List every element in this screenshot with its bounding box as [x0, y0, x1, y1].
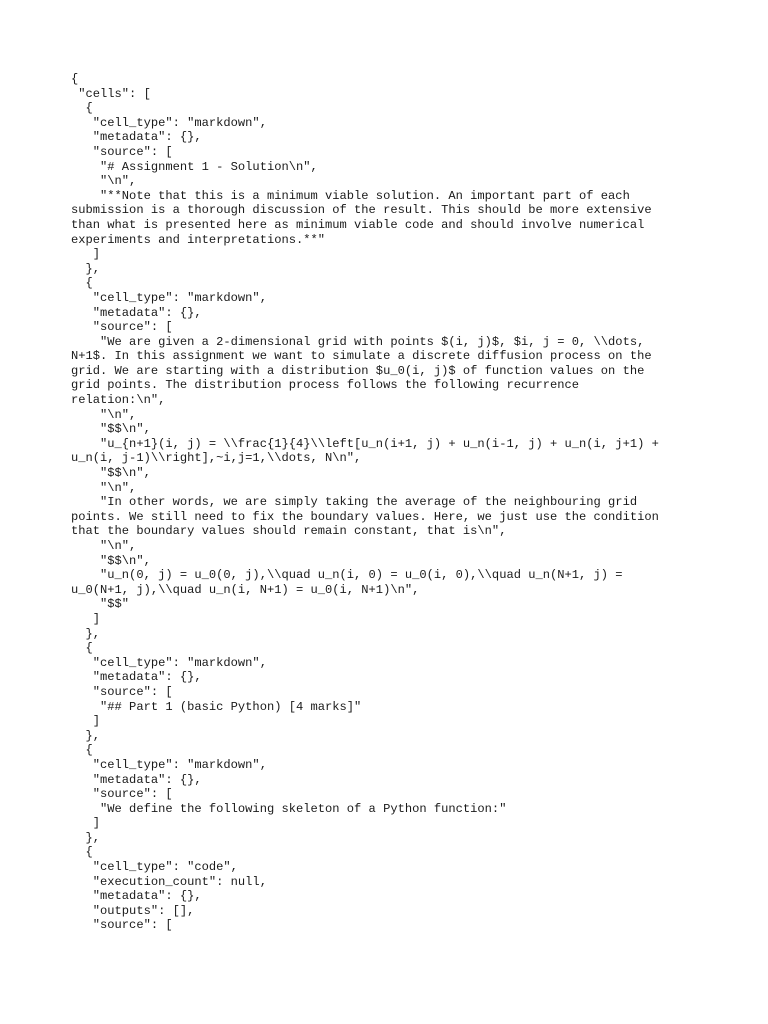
text-line: "\n", [71, 174, 137, 189]
text-line: "execution_count": null, [71, 874, 267, 889]
text-line: }, [71, 830, 101, 845]
text-line: points. We still need to fix the boundary values. Here, we just use the condition [71, 509, 659, 524]
text-line: submission is a thorough discussion of the result. This should be more extensive [71, 203, 652, 218]
text-line: than what is presented here as minimum viable code and should involve numerical [71, 217, 645, 232]
text-line: "source": [ [71, 918, 173, 933]
text-line: ] [71, 714, 101, 729]
text-line: "\n", [71, 407, 137, 422]
text-line: relation:\n", [71, 393, 166, 408]
text-line: { [71, 101, 93, 116]
text-line: "metadata": {}, [71, 670, 202, 685]
text-line: "source": [ [71, 684, 173, 699]
text-line: { [71, 743, 93, 758]
text-line: "source": [ [71, 144, 173, 159]
text-line: { [71, 276, 93, 291]
text-line: experiments and interpretations.**" [71, 232, 326, 247]
text-line: "$$\n", [71, 466, 151, 481]
text-line: N+1$. In this assignment we want to simulate a discrete diffusion process on the [71, 349, 652, 364]
text-line: "metadata": {}, [71, 305, 202, 320]
text-line: "## Part 1 (basic Python) [4 marks]" [71, 699, 362, 714]
text-line: that the boundary values should remain constant, that is\n", [71, 524, 507, 539]
text-line: "# Assignment 1 - Solution\n", [71, 159, 318, 174]
text-line: "$$\n", [71, 422, 151, 437]
text-line: "In other words, we are simply taking the average of the neighbouring grid [71, 495, 638, 510]
text-line: u_n(i, j-1)\\right],~i,j=1,\\dots, N\n", [71, 451, 362, 466]
text-line: "metadata": {}, [71, 889, 202, 904]
text-line: ] [71, 816, 101, 831]
text-line: "outputs": [], [71, 903, 195, 918]
text-line: ] [71, 611, 101, 626]
text-line: "\n", [71, 539, 137, 553]
text-line: "$$" [71, 597, 130, 612]
text-line: "We are given a 2-dimensional grid with points $(i, j)$, $i, j = 0, \\dots, [71, 334, 645, 349]
text-line: "metadata": {}, [71, 130, 202, 145]
text-line: { [71, 641, 93, 656]
text-line: grid points. The distribution process follows the following recurrence [71, 378, 580, 393]
text-line: grid. We are starting with a distribution $u_0(i, j)$ of function values on the [71, 363, 645, 378]
text-line: u_0(N+1, j),\\quad u_n(i, N+1) = u_0(i, N+1)\n", [71, 582, 420, 597]
notebook-json-text [71, 72, 691, 933]
text-line: "$$\n", [71, 553, 151, 568]
text-line: "cells": [ [71, 86, 151, 101]
text-line: "source": [ [71, 320, 173, 335]
text-line: "metadata": {}, [71, 772, 202, 787]
text-line: "**Note that this is a minimum viable solution. An important part of each [71, 188, 630, 203]
text-line: "source": [ [71, 787, 173, 802]
text-line: "cell_type": "markdown", [71, 655, 267, 670]
text-line: "cell_type": "markdown", [71, 757, 267, 772]
text-line: { [71, 845, 93, 860]
text-line: "u_n(0, j) = u_0(0, j),\\quad u_n(i, 0) = u_0(i, 0),\\quad u_n(N+1, j) = [71, 568, 623, 583]
text-line: { [71, 72, 79, 86]
text-line: "\n", [71, 480, 137, 495]
text-line: }, [71, 261, 101, 276]
text-line: "cell_type": "markdown", [71, 115, 267, 130]
text-line: }, [71, 626, 101, 641]
text-line: }, [71, 728, 101, 743]
text-line: "We define the following skeleton of a Python function:" [71, 801, 507, 816]
text-line: "cell_type": "code", [71, 860, 238, 875]
text-line: "cell_type": "markdown", [71, 290, 267, 305]
text-line: "u_{n+1}(i, j) = \\frac{1}{4}\\left[u_n(i+1, j) + u_n(i-1, j) + u_n(i, j+1) + [71, 436, 659, 451]
text-line: ] [71, 247, 101, 262]
